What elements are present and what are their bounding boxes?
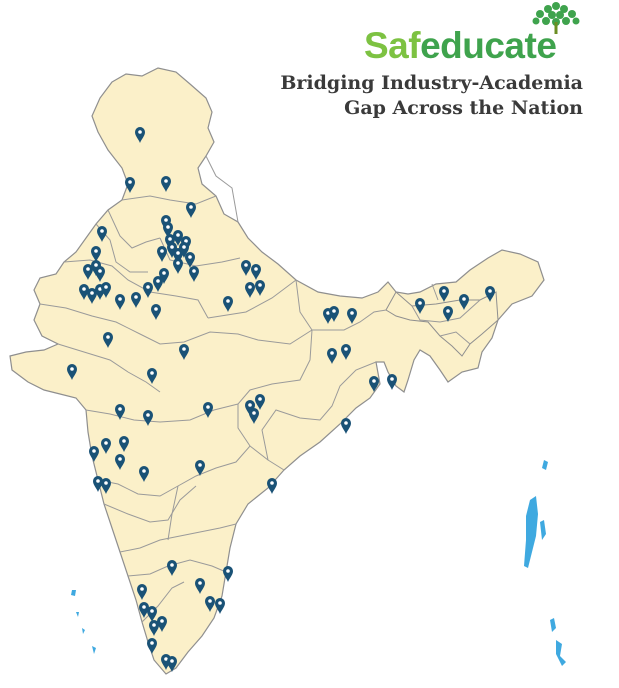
brand-logo (362, 0, 586, 70)
map-pin-icon[interactable] (341, 418, 351, 434)
tagline-line2: Gap Across the Nation (344, 97, 583, 119)
brand-name (364, 26, 556, 66)
tagline-line1: Bridging Industry-Academia (280, 72, 583, 94)
lakshadweep-island (82, 628, 85, 634)
andaman-island (524, 496, 538, 568)
tagline (280, 71, 583, 121)
brand-name-part1: Saf (364, 25, 421, 66)
andaman-island-small (540, 520, 546, 540)
nicobar-island (542, 460, 548, 470)
lakshadweep-island (71, 590, 76, 596)
india-mainland (10, 68, 544, 674)
brand-name-part2: educate (420, 25, 557, 66)
nicobar-island (550, 618, 556, 632)
nicobar-island (556, 640, 566, 666)
lakshadweep-island (76, 612, 79, 617)
lakshadweep-island (92, 646, 96, 654)
map-pin-icon[interactable] (387, 374, 397, 390)
map-pin-icon[interactable] (267, 478, 277, 494)
